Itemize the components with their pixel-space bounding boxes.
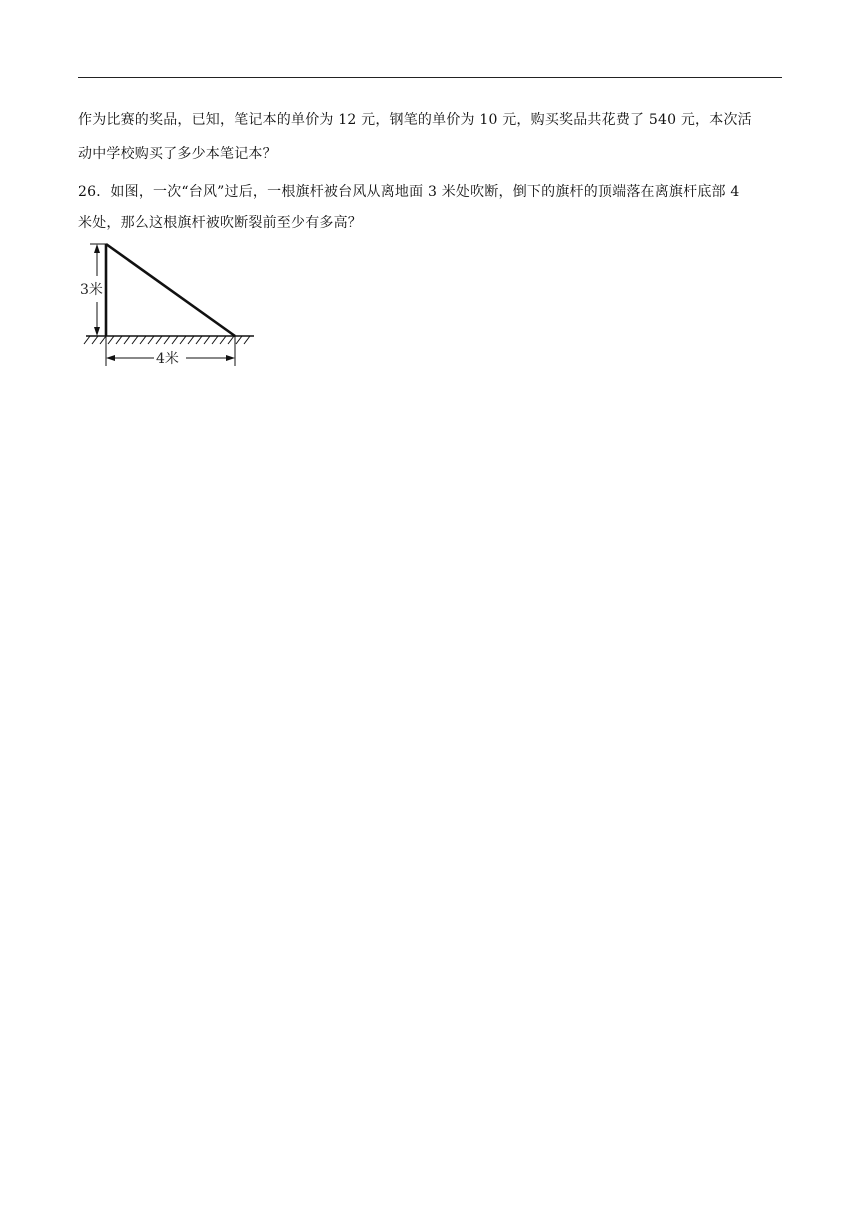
problem-26-text-line-1: 26．如图，一次“台风”过后，一根旗杆被台风从离地面 3 米处吹断，倒下的旗杆的顶端落在离旗杆底部 4 <box>78 184 740 200</box>
horizontal-dimension-arrow-left <box>106 355 115 361</box>
problem-26-text-line-2: 米处，那么这根旗杆被吹断裂前至少有多高？ <box>78 215 362 231</box>
problem-25-text-line-1: 作为比赛的奖品，已知，笔记本的单价为 12 元，钢笔的单价为 10 元，购买奖品共花费了 540 元，本次活 <box>78 112 752 128</box>
header-rule <box>78 77 782 78</box>
problem-25-text-line-2: 动中学校购买了多少本笔记本？ <box>78 146 277 162</box>
vertical-dimension-label: 3米 <box>80 282 103 298</box>
vertical-dimension-arrow-down <box>94 327 100 336</box>
horizontal-dimension-label: 4米 <box>156 351 179 367</box>
vertical-dimension-arrow-up <box>94 244 100 253</box>
horizontal-dimension-arrow-right <box>226 355 235 361</box>
flagpole-diagram-svg <box>78 236 268 372</box>
flagpole-fallen-segment <box>106 244 235 336</box>
flagpole-diagram <box>78 236 268 372</box>
ground-hatching <box>84 336 250 344</box>
